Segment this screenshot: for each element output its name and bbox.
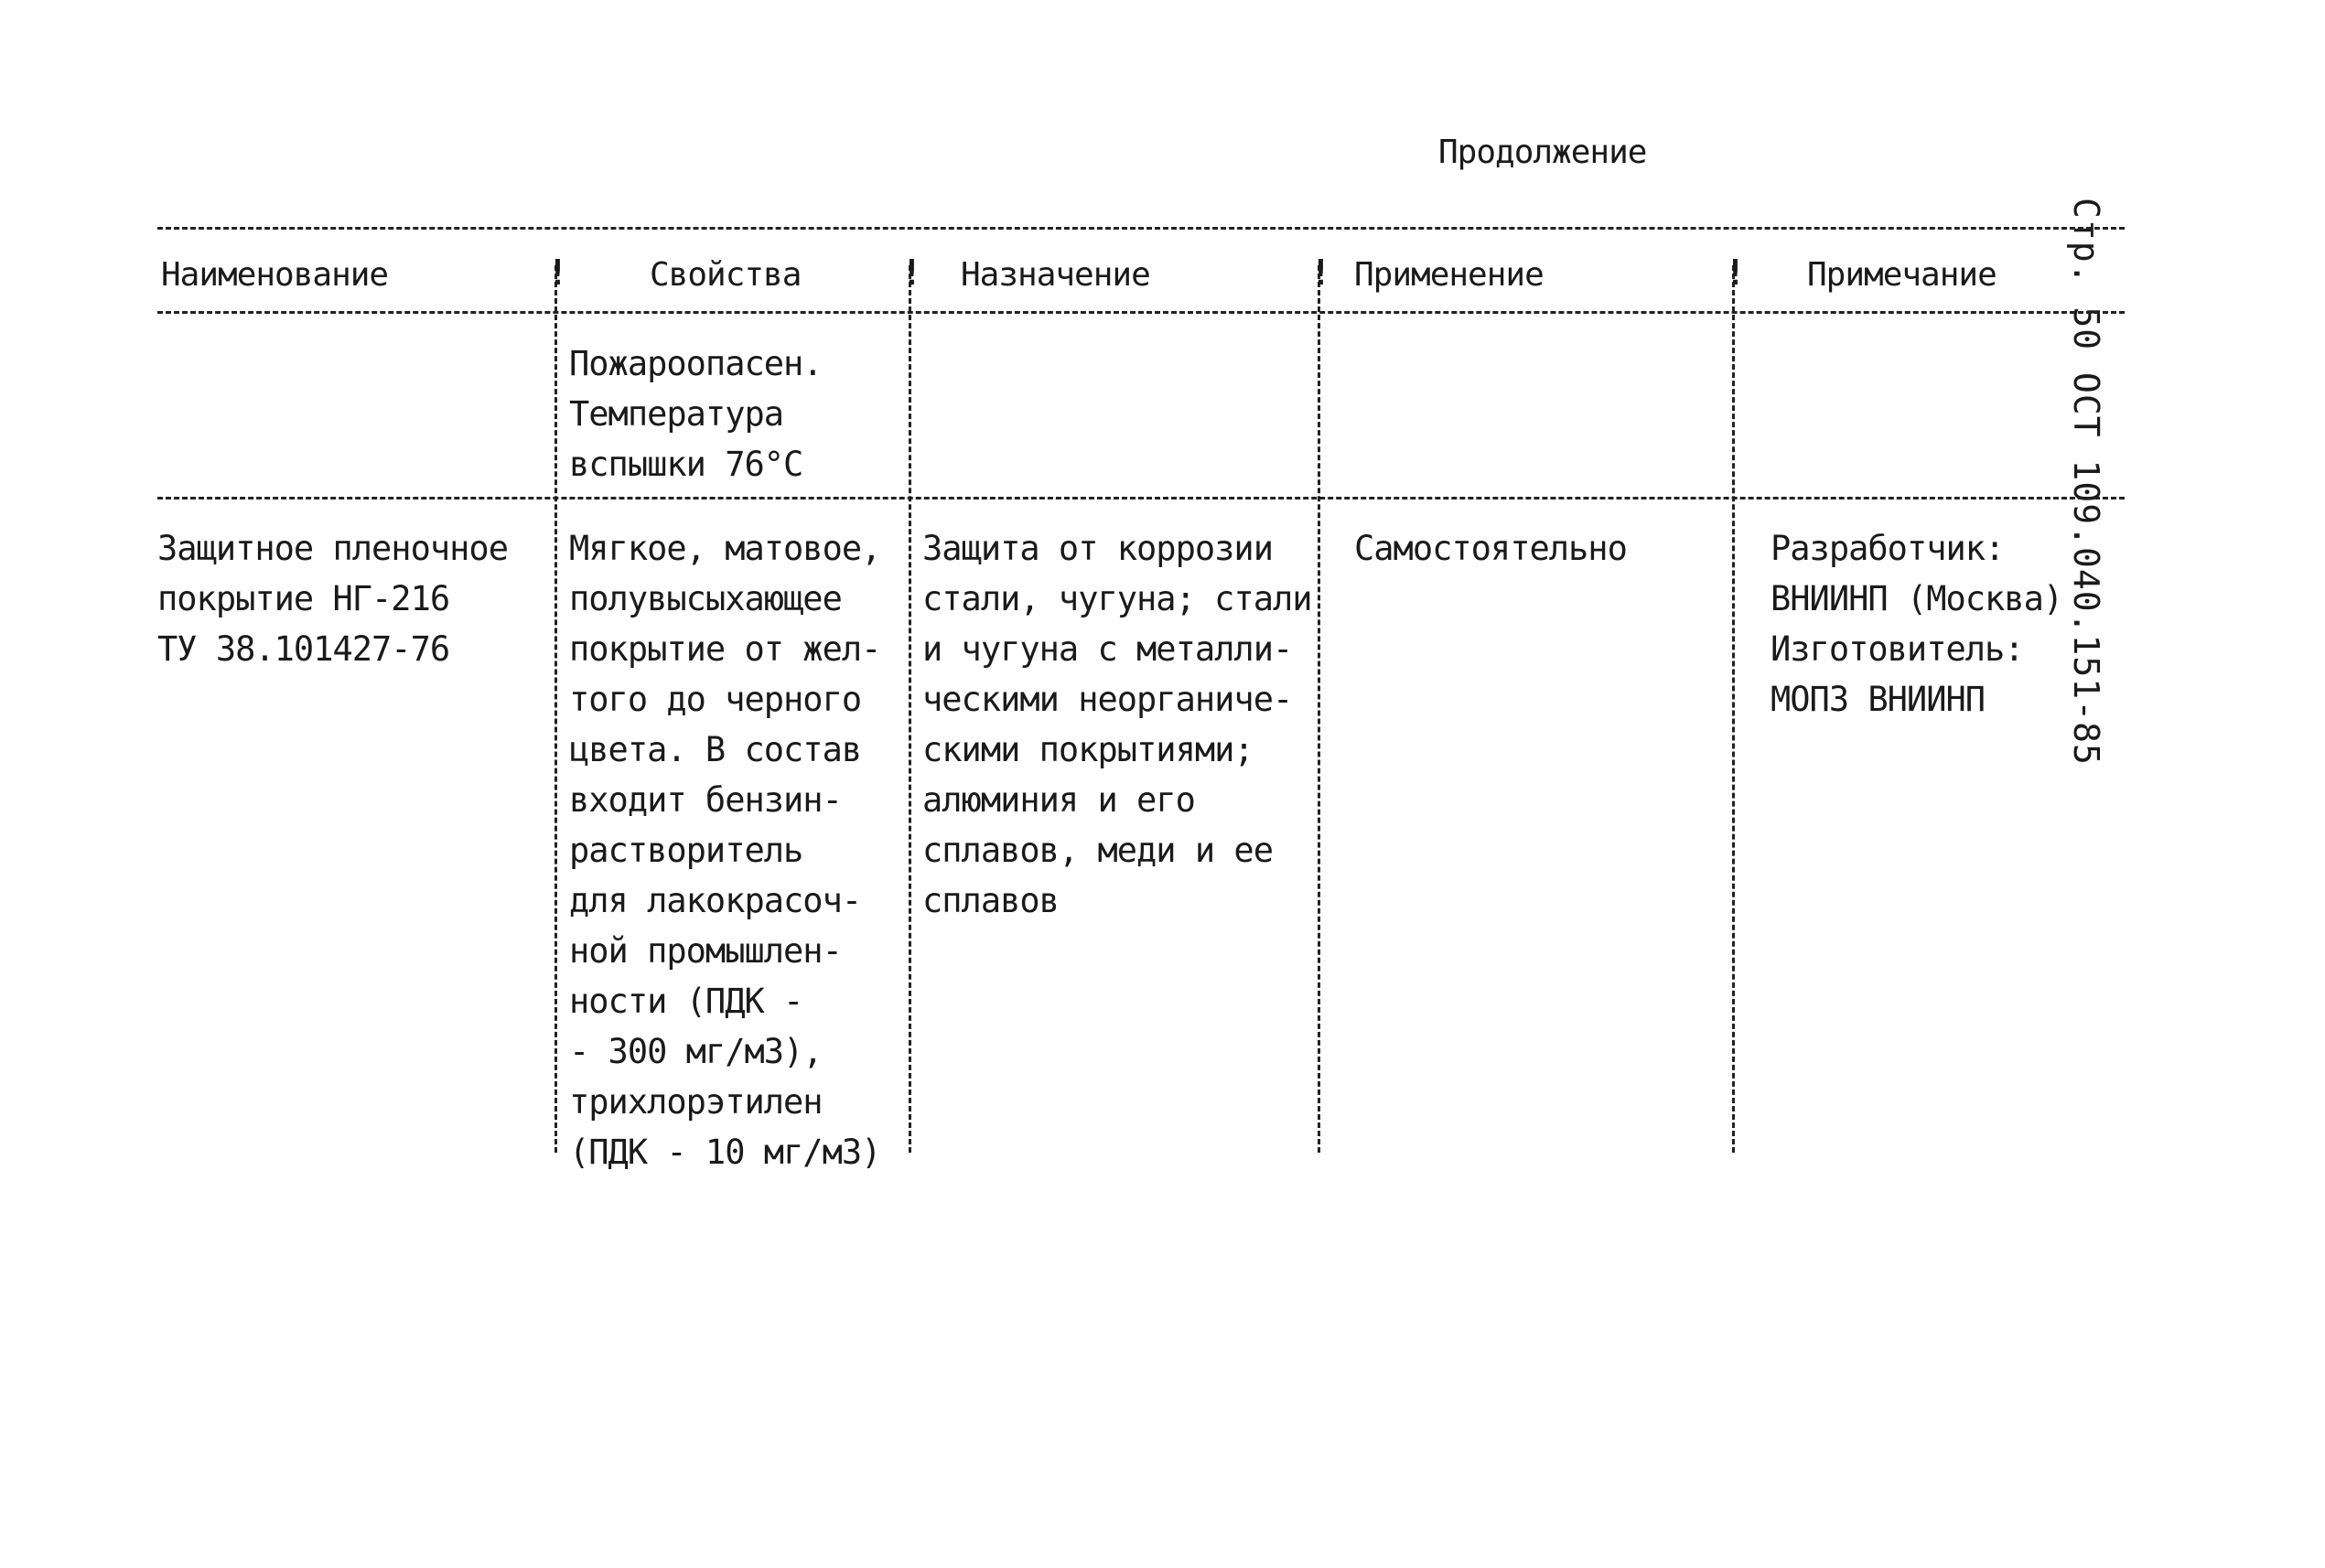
column-divider-4	[1732, 265, 1735, 1153]
row2-purpose: Защита от коррозии стали, чугуна; стали и чугуна с металли- ческими неорганиче- скими покрытиями; алюминия и его сплавов, меди и ее сплавов	[922, 529, 1312, 920]
row2-properties: Мягкое, матовое, полувысыхающее покрытие от жел- того до черного цвета. В состав входит бензин- растворитель для лакокрасоч- ной промышлен- ности (ПДК - - 300 мг/м3), трихлорэтилен (ПДК - 10 мг/м3)	[569, 529, 881, 1172]
row2-note: Разработчик: ВНИИНП (Москва) Изготовитель: МОПЗ ВНИИНП	[1771, 529, 2063, 719]
header-bottom-rule	[157, 311, 2125, 314]
header-separator: !	[1310, 252, 1331, 293]
header-purpose: Назначение	[961, 256, 1150, 294]
row-divider-rule	[157, 497, 2125, 499]
page-stamp: Стр. 50 ОСТ 109.040.151-85	[2066, 198, 2106, 766]
header-note: Примечание	[1807, 256, 1997, 294]
column-divider-3	[1318, 265, 1320, 1153]
header-separator: !	[1725, 252, 1746, 293]
row1-properties: Пожароопасен. Температура вспышки 76°С	[569, 344, 823, 484]
column-divider-1	[554, 265, 557, 1153]
header-properties: Свойства	[650, 256, 802, 294]
header-separator: !	[901, 252, 922, 293]
header-application: Применение	[1354, 256, 1544, 294]
continuation-label: Продолжение	[1438, 134, 1647, 171]
header-separator: !	[547, 252, 568, 293]
table-top-rule	[157, 227, 2125, 230]
row2-name: Защитное пленочное покрытие НГ-216 ТУ 38.101427-76	[157, 529, 508, 669]
column-divider-2	[909, 265, 911, 1153]
header-name: Наименование	[161, 256, 389, 294]
row2-application: Самостоятельно	[1354, 529, 1627, 568]
